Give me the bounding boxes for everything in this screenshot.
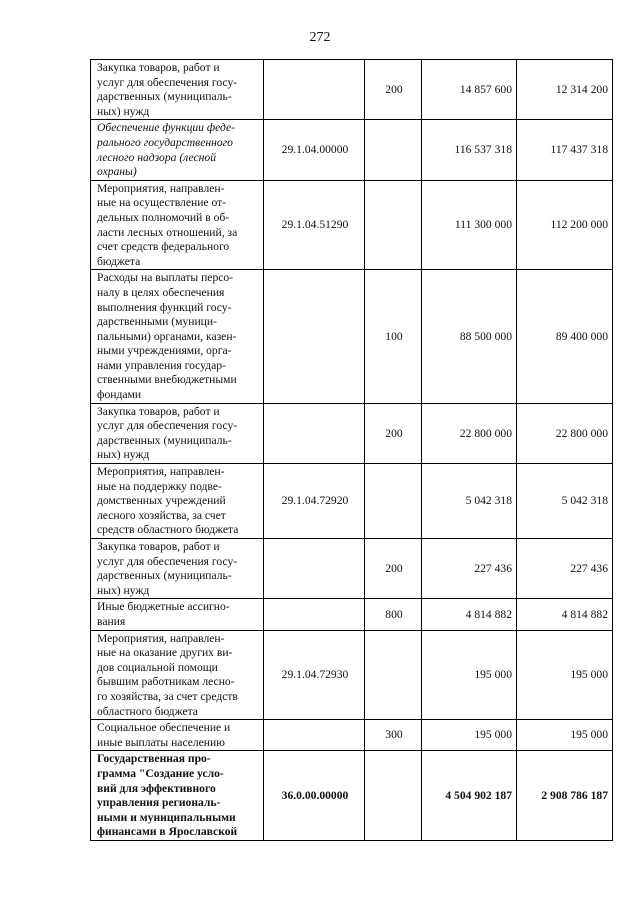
row-name-line: услуг для обеспечения госу- [97, 75, 238, 89]
row-code-cell [264, 539, 365, 599]
row-name-line: ных) нужд [97, 104, 150, 118]
row-value-2021-cell: 14 857 600 [422, 60, 517, 120]
row-value-2021-cell: 88 500 000 [422, 270, 517, 403]
table-row [91, 720, 613, 751]
row-value-2021-cell: 4 814 882 [422, 599, 517, 630]
row-name-cell [91, 720, 264, 751]
row-code-cell: 36.0.00.00000 [264, 751, 365, 841]
row-name-line: Закупка товаров, работ и [97, 540, 220, 554]
row-name-line: иные выплаты населению [97, 735, 225, 749]
row-code-cell: 29.1.04.72930 [264, 630, 365, 720]
row-name-line: Мероприятия, направлен- [97, 631, 225, 645]
row-name-line: Иные бюджетные ассигно- [97, 600, 230, 614]
row-value-2021-cell: 111 300 000 [422, 180, 517, 270]
row-code-cell [264, 403, 365, 463]
row-type-cell: 100 [365, 270, 422, 403]
row-name-line: счет средств федерального [97, 240, 230, 254]
row-type-cell: 300 [365, 720, 422, 751]
row-name-line: бюджета [97, 254, 141, 268]
table-row [91, 630, 613, 720]
row-name-line: ными учреждениями, орга- [97, 344, 232, 358]
row-name-cell [91, 180, 264, 270]
row-type-cell: 200 [365, 403, 422, 463]
row-code-cell [264, 270, 365, 403]
row-name-cell [91, 403, 264, 463]
row-code-cell: 29.1.04.72920 [264, 464, 365, 539]
table-row [91, 270, 613, 403]
row-name-line: Мероприятия, направлен- [97, 465, 225, 479]
row-name-line: бывшим работникам лесно- [97, 675, 235, 689]
row-value-2022-cell: 112 200 000 [517, 180, 613, 270]
row-value-2022-cell: 89 400 000 [517, 270, 613, 403]
row-name-line: ные на оказание других ви- [97, 646, 233, 660]
row-name-line: домственных учреждений [97, 494, 226, 508]
row-name-line: ными и муниципальными [97, 810, 236, 824]
table-row [91, 539, 613, 599]
row-name-line: средств областного бюджета [97, 523, 239, 537]
row-name-line: фондами [97, 388, 142, 402]
row-value-2021-cell: 227 436 [422, 539, 517, 599]
row-value-2021-cell: 195 000 [422, 630, 517, 720]
row-type-cell [365, 751, 422, 841]
row-value-2022-cell: 4 814 882 [517, 599, 613, 630]
row-code-cell: 29.1.04.00000 [264, 120, 365, 180]
row-value-2022-cell: 195 000 [517, 720, 613, 751]
table-row [91, 180, 613, 270]
row-name-line: дарственными (муници- [97, 315, 217, 329]
row-name-line: выполнения функций госу- [97, 300, 232, 314]
row-name-line: лесного хозяйства, за счет [97, 508, 226, 522]
row-type-cell: 800 [365, 599, 422, 630]
row-name-cell [91, 599, 264, 630]
table-row [91, 599, 613, 630]
row-name-line: лесного надзора (лесной [97, 150, 217, 164]
row-name-line: го хозяйства, за счет средств [97, 689, 238, 703]
row-value-2021-cell: 22 800 000 [422, 403, 517, 463]
row-name-line: услуг для обеспечения госу- [97, 419, 238, 433]
row-name-line: дов социальной помощи [97, 660, 218, 674]
row-value-2022-cell: 195 000 [517, 630, 613, 720]
row-name-line: налу в целях обеспечения [97, 285, 225, 299]
row-type-cell [365, 180, 422, 270]
row-value-2022-cell: 2 908 786 187 [517, 751, 613, 841]
row-code-cell: 29.1.04.51290 [264, 180, 365, 270]
row-name-line: пальными) органами, казен- [97, 329, 237, 343]
row-value-2021-cell: 5 042 318 [422, 464, 517, 539]
row-name-cell [91, 539, 264, 599]
row-value-2022-cell: 12 314 200 [517, 60, 613, 120]
row-type-cell [365, 630, 422, 720]
budget-table-body [91, 60, 613, 841]
row-name-line: вий для эффективного [97, 781, 216, 795]
table-row [91, 120, 613, 180]
row-name-line: услуг для обеспечения госу- [97, 554, 238, 568]
row-value-2022-cell: 22 800 000 [517, 403, 613, 463]
row-name-line: ных) нужд [97, 583, 150, 597]
row-value-2022-cell: 117 437 318 [517, 120, 613, 180]
table-row [91, 60, 613, 120]
row-type-cell [365, 120, 422, 180]
row-name-line: ных) нужд [97, 448, 150, 462]
row-code-cell [264, 720, 365, 751]
row-value-2022-cell: 5 042 318 [517, 464, 613, 539]
row-name-line: вания [97, 615, 126, 628]
row-name-cell [91, 464, 264, 539]
row-name-cell [91, 120, 264, 180]
row-value-2021-cell: 195 000 [422, 720, 517, 751]
row-value-2021-cell: 4 504 902 187 [422, 751, 517, 841]
row-code-cell [264, 599, 365, 630]
row-name-line: финансами в Ярославской [97, 825, 238, 839]
row-name-line: Закупка товаров, работ и [97, 404, 220, 418]
row-type-cell [365, 464, 422, 539]
row-name-line: ные на осуществление от- [97, 196, 227, 210]
row-name-line: областного бюджета [97, 704, 198, 718]
row-name-line: Расходы на выплаты персо- [97, 271, 234, 285]
row-type-cell: 200 [365, 60, 422, 120]
table-row [91, 403, 613, 463]
budget-table [90, 59, 613, 841]
row-code-cell [264, 60, 365, 120]
row-name-line: управления региональ- [97, 796, 221, 810]
row-name-line: ласти лесных отношений, за [97, 225, 238, 239]
row-value-2021-cell: 116 537 318 [422, 120, 517, 180]
row-name-cell [91, 270, 264, 403]
row-name-line: дельных полномочий в об- [97, 210, 230, 224]
row-name-cell [91, 751, 264, 841]
row-name-line: грамма "Создание усло- [97, 766, 224, 780]
table-row [91, 751, 613, 841]
table-row [91, 464, 613, 539]
row-name-cell [91, 630, 264, 720]
row-name-line: Мероприятия, направлен- [97, 181, 225, 195]
row-name-line: Государственная про- [97, 752, 211, 766]
row-name-line: охраны) [97, 165, 137, 179]
row-name-cell [91, 60, 264, 120]
row-value-2022-cell: 227 436 [517, 539, 613, 599]
row-name-line: ные на поддержку подве- [97, 479, 222, 493]
page-number: 272 [309, 30, 331, 45]
row-name-line: дарственных (муниципаль- [97, 90, 232, 104]
row-type-cell: 200 [365, 539, 422, 599]
row-name-line: Закупка товаров, работ и [97, 61, 220, 74]
row-name-line: Обеспечение функции феде- [97, 121, 235, 135]
row-name-line: ственными внебюджетными [97, 373, 237, 387]
row-name-line: дарственных (муниципаль- [97, 569, 232, 583]
row-name-line: нами управления государ- [97, 358, 226, 372]
row-name-line: дарственных (муниципаль- [97, 433, 232, 447]
row-name-line: Социальное обеспечение и [97, 721, 231, 735]
row-name-line: рального государственного [97, 135, 233, 149]
